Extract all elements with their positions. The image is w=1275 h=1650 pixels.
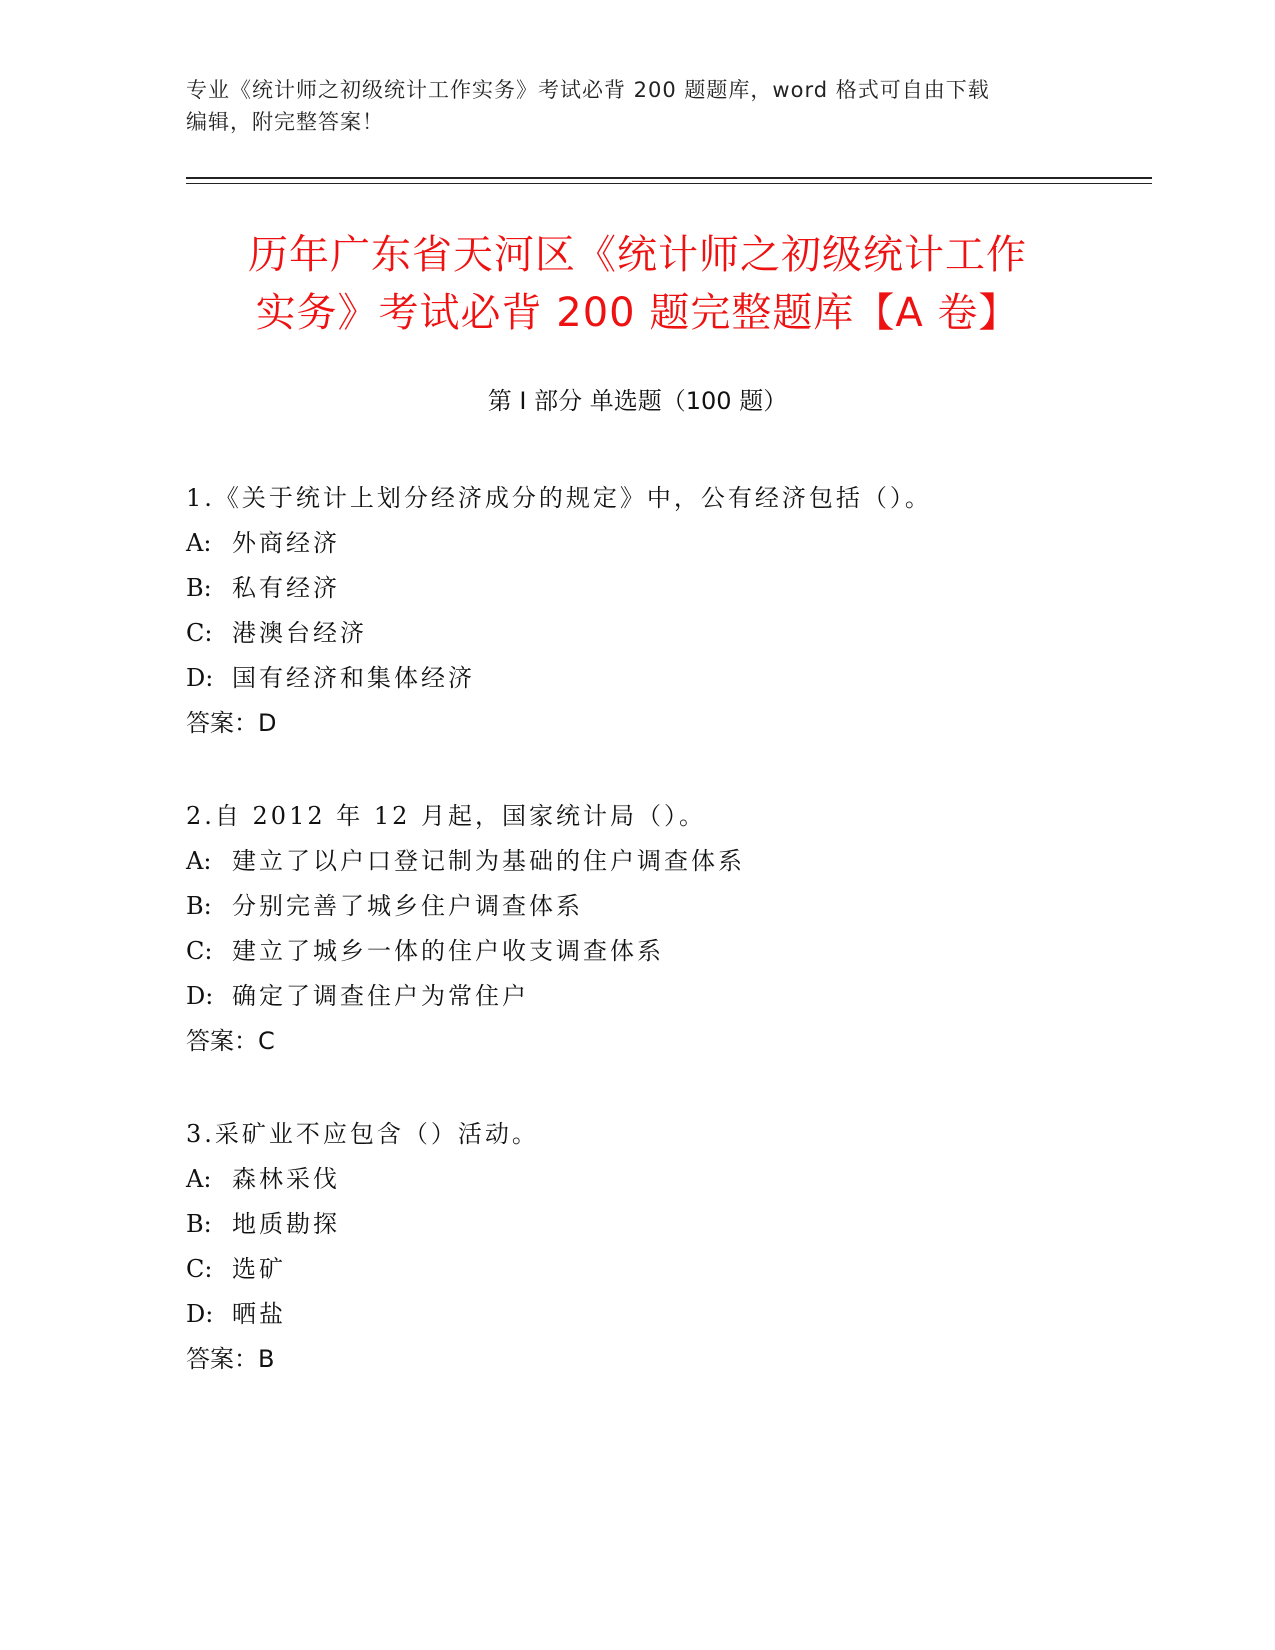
option-b bbox=[186, 566, 1136, 611]
option-d bbox=[186, 656, 1136, 701]
option-c bbox=[186, 611, 1136, 656]
option-label: D: bbox=[186, 664, 214, 692]
header-divider-thin bbox=[186, 183, 1152, 184]
option-label: D: bbox=[186, 1300, 214, 1328]
header-note-line-2: 编辑，附完整答案！ bbox=[186, 110, 384, 134]
question-block bbox=[186, 1112, 1136, 1382]
option-text: 外商经济 bbox=[232, 529, 340, 557]
option-text: 确定了调查住户为常住户 bbox=[232, 982, 529, 1010]
option-d bbox=[186, 974, 1136, 1019]
header-divider-thick bbox=[186, 177, 1152, 179]
option-text: 选矿 bbox=[232, 1255, 286, 1283]
option-b bbox=[186, 884, 1136, 929]
section-title: 第 I 部分 单选题（100 题） bbox=[487, 387, 788, 415]
option-d bbox=[186, 1292, 1136, 1337]
header-note-line-1: 专业《统计师之初级统计工作实务》考试必背 200 题题库，word 格式可自由下载 bbox=[186, 78, 990, 102]
header-note bbox=[186, 74, 1086, 138]
option-text: 港澳台经济 bbox=[232, 619, 367, 647]
option-a bbox=[186, 839, 1136, 884]
option-text: 国有经济和集体经济 bbox=[232, 664, 475, 692]
option-text: 地质勘探 bbox=[232, 1210, 340, 1238]
option-text: 私有经济 bbox=[232, 574, 340, 602]
option-b bbox=[186, 1202, 1136, 1247]
option-label: C: bbox=[186, 1255, 213, 1283]
option-label: B: bbox=[186, 574, 212, 602]
option-a bbox=[186, 521, 1136, 566]
option-label: A: bbox=[186, 847, 212, 875]
option-a bbox=[186, 1157, 1136, 1202]
option-text: 分别完善了城乡住户调查体系 bbox=[232, 892, 583, 920]
option-text: 森林采伐 bbox=[232, 1165, 340, 1193]
document-title-line-2: 实务》考试必背 200 题完整题库【A 卷】 bbox=[255, 290, 1020, 336]
option-text: 建立了城乡一体的住户收支调查体系 bbox=[232, 937, 664, 965]
answer: 答案：D bbox=[186, 709, 277, 737]
question-block bbox=[186, 476, 1136, 746]
question-stem: 2.自 2012 年 12 月起，国家统计局（）。 bbox=[186, 802, 707, 830]
option-label: B: bbox=[186, 1210, 212, 1238]
question-stem: 3.采矿业不应包含（）活动。 bbox=[186, 1120, 539, 1148]
question-block bbox=[186, 794, 1136, 1064]
option-c bbox=[186, 929, 1136, 974]
option-c bbox=[186, 1247, 1136, 1292]
question-stem: 1.《关于统计上划分经济成分的规定》中，公有经济包括（）。 bbox=[186, 484, 932, 512]
option-label: C: bbox=[186, 619, 213, 647]
option-label: D: bbox=[186, 982, 214, 1010]
option-label: B: bbox=[186, 892, 212, 920]
document-title bbox=[150, 226, 1125, 342]
option-text: 建立了以户口登记制为基础的住户调查体系 bbox=[232, 847, 745, 875]
option-label: A: bbox=[186, 529, 212, 557]
answer: 答案：B bbox=[186, 1345, 275, 1373]
option-text: 晒盐 bbox=[232, 1300, 286, 1328]
option-label: C: bbox=[186, 937, 213, 965]
option-label: A: bbox=[186, 1165, 212, 1193]
answer: 答案：C bbox=[186, 1027, 275, 1055]
document-title-line-1: 历年广东省天河区《统计师之初级统计工作 bbox=[248, 232, 1027, 278]
